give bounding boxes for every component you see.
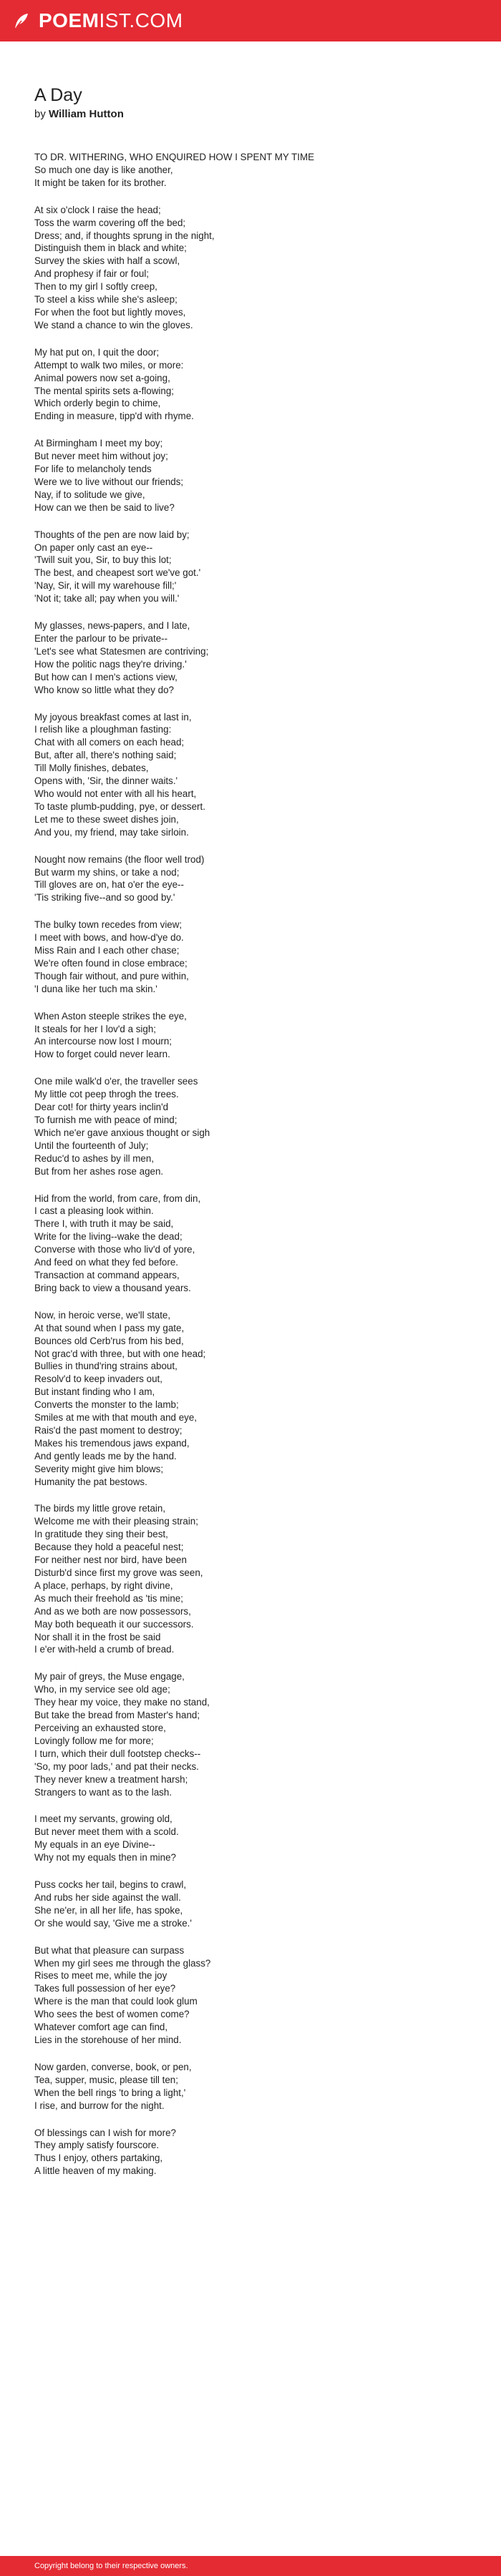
poem-line: Opens with, 'Sir, the dinner waits.' — [34, 775, 178, 787]
poem-line: How can we then be said to live? — [34, 501, 175, 513]
poem-line: They amply satisfy fourscore. — [34, 2140, 160, 2151]
poem-line: I cast a pleasing look within. — [34, 1205, 154, 1217]
poem-line: So much one day is like another, — [34, 164, 173, 175]
poem-line: 'Tis striking five--and so good by.' — [34, 892, 175, 903]
poem-line: A place, perhaps, by right divine, — [34, 1580, 173, 1591]
poem-line: My equals in an eye Divine-- — [34, 1839, 155, 1851]
stanza — [34, 1309, 478, 1489]
poem-line: A little heaven of my making. — [34, 2165, 157, 2177]
logo-text-bold: POEM — [39, 9, 99, 31]
poem-line: Till Molly finishes, debates, — [34, 763, 149, 774]
quill-pen-icon — [13, 12, 30, 29]
poem-line: But how can I men's actions view, — [34, 671, 177, 682]
poem-line: Where is the man that could look glum — [34, 1996, 198, 2007]
poem-line: For life to melancholy tends — [34, 464, 152, 475]
poem-line: One mile walk'd o'er, the traveller sees — [34, 1076, 198, 1087]
poem-line: Attempt to walk two miles, or more: — [34, 359, 184, 371]
poem-line: Dress; and, if thoughts sprung in the night, — [34, 230, 215, 241]
poem-line: My hat put on, I quit the door; — [34, 346, 160, 358]
poem-line: Welcome me with their pleasing strain; — [34, 1516, 198, 1527]
poem-line: Of blessings can I wish for more? — [34, 2127, 176, 2138]
poem-line: They hear my voice, they make no stand, — [34, 1697, 210, 1708]
poem-line: I rise, and burrow for the night. — [34, 2100, 165, 2111]
poem-line: And rubs her side against the wall. — [34, 1891, 181, 1903]
poem-line: 'Let's see what Statesmen are contriving; — [34, 645, 209, 657]
poem-line: Whatever comfort age can find, — [34, 2022, 168, 2033]
stanza — [34, 853, 478, 905]
stanza — [34, 1010, 478, 1062]
stanza — [34, 1502, 478, 1656]
stanza — [34, 1879, 478, 1930]
poem-line: She ne'er, in all her life, has spoke, — [34, 1904, 183, 1916]
stanza — [34, 1944, 478, 2047]
poem-line: Rais'd the past moment to destroy; — [34, 1424, 183, 1436]
poem-line: It might be taken for its brother. — [34, 177, 167, 188]
poem-content — [34, 84, 478, 2192]
poem-title: A Day — [34, 85, 82, 105]
stanza — [34, 1075, 478, 1177]
poem-line: Disturb'd since first my grove was seen, — [34, 1567, 203, 1578]
poem-line: Let me to these sweet dishes join, — [34, 813, 179, 825]
poem-line: When my girl sees me through the glass? — [34, 1957, 211, 1969]
poem-line: But never meet them with a scold. — [34, 1826, 179, 1838]
poem-line: It steals for her I lov'd a sigh; — [34, 1023, 157, 1034]
poem-line: My glasses, news-papers, and I late, — [34, 620, 190, 632]
poem-line: Lies in the storehouse of her mind. — [34, 2034, 182, 2045]
copyright-text: Copyright belong to their respective owners. — [34, 2562, 188, 2570]
poem-line: But what that pleasure can surpass — [34, 1944, 185, 1956]
poem-line: But never meet him without joy; — [34, 451, 168, 462]
poem-line: My pair of greys, the Muse engage, — [34, 1671, 185, 1683]
poem-line: Who sees the best of women come? — [34, 2009, 190, 2020]
stanza — [34, 2127, 478, 2178]
byline — [34, 107, 478, 122]
poem-line: May both bequeath it our successors. — [34, 1618, 194, 1630]
poem-line: The best, and cheapest sort we've got.' — [34, 567, 201, 579]
poem-line: Nay, if to solitude we give, — [34, 489, 145, 500]
poem-line: Dear cot! for thirty years inclin'd — [34, 1102, 169, 1113]
poem-line: Rises to meet me, while the joy — [34, 1970, 167, 1982]
poem-line: We're often found in close embrace; — [34, 957, 188, 969]
poem-line: In gratitude they sing their best, — [34, 1529, 168, 1540]
byline-prefix: by — [34, 108, 46, 120]
poem-line: Were we to live without our friends; — [34, 476, 184, 487]
poem-line: Because they hold a peaceful nest; — [34, 1542, 184, 1553]
poem-line: Toss the warm covering off the bed; — [34, 217, 186, 228]
poem-line: Then to my girl I softly creep, — [34, 281, 157, 293]
poem-line: Now, in heroic verse, we'll state, — [34, 1309, 171, 1321]
stanza — [34, 529, 478, 605]
poem-line: At six o'clock I raise the head; — [34, 204, 161, 215]
poem-line: To taste plumb-pudding, pye, or dessert. — [34, 800, 205, 812]
poem-line: On paper only cast an eye-- — [34, 542, 153, 553]
poem-line: To furnish me with peace of mind; — [34, 1115, 177, 1125]
stanza — [34, 204, 478, 332]
poem-line: Thus I enjoy, others partaking, — [34, 2153, 163, 2164]
poem-line: Survey the skies with half a scowl, — [34, 255, 180, 267]
poem-line: When Aston steeple strikes the eye, — [34, 1010, 187, 1022]
poem-line: And gently leads me by the hand. — [34, 1450, 177, 1461]
poem-line: But take the bread from Master's hand; — [34, 1710, 200, 1721]
poem-line: Bullies in thund'ring strains about, — [34, 1361, 177, 1372]
site-logo[interactable] — [13, 9, 183, 32]
poem-line: TO DR. WITHERING, WHO ENQUIRED HOW I SPENT MY TIME — [34, 152, 315, 162]
poem-line: I meet with bows, and how-d'ye do. — [34, 932, 184, 944]
stanza — [34, 919, 478, 995]
poem-line: And prophesy if fair or foul; — [34, 268, 150, 280]
poem-line: I e'er with-held a crumb of bread. — [34, 1644, 175, 1655]
poem-line: Lovingly follow me for more; — [34, 1735, 154, 1746]
poem-line: Who, in my service see old age; — [34, 1684, 170, 1695]
poem-line: Bounces old Cerb'rus from his bed, — [34, 1335, 184, 1346]
stanza — [34, 437, 478, 514]
stanza — [34, 1670, 478, 1798]
poem-line: Hid from the world, from care, from din, — [34, 1192, 201, 1204]
poem-line: My joyous breakfast comes at last in, — [34, 711, 192, 723]
poem-line: 'Not it; take all; pay when you will.' — [34, 593, 180, 604]
poem-line: When the bell rings 'to bring a light,' — [34, 2087, 186, 2098]
poem-line: My little cot peep throgh the trees. — [34, 1089, 179, 1100]
poem-line: 'Nay, Sir, it will my warehouse fill;' — [34, 580, 177, 592]
poem-line: But, after all, there's nothing said; — [34, 750, 177, 761]
poem-line: Enter the parlour to be private-- — [34, 633, 168, 644]
poem-line: We stand a chance to win the gloves. — [34, 319, 193, 330]
stanza — [34, 1813, 478, 1864]
poem-line: And feed on what they fed before. — [34, 1257, 179, 1268]
poem-line: For when the foot but lightly moves, — [34, 306, 186, 318]
poem-line: I relish like a ploughman fasting: — [34, 724, 172, 735]
poem-line: But instant finding who I am, — [34, 1386, 155, 1398]
poem-line: There I, with truth it may be said, — [34, 1218, 174, 1230]
poem-line: 'So, my poor lads,' and pat their necks. — [34, 1760, 199, 1772]
poem-body — [34, 151, 478, 2178]
stanza — [34, 151, 478, 190]
poem-line: Though fair without, and pure within, — [34, 970, 189, 981]
poem-line: Makes his tremendous jaws expand, — [34, 1437, 190, 1449]
poem-line: Not grac'd with three, but with one head; — [34, 1348, 206, 1359]
poem-line: Till gloves are on, hat o'er the eye-- — [34, 879, 184, 891]
poem-line: I turn, which their dull footstep checks-- — [34, 1748, 201, 1759]
stanza — [34, 1192, 478, 1295]
poem-line: They never knew a treatment harsh; — [34, 1773, 188, 1785]
stanza — [34, 2061, 478, 2112]
poem-line: Smiles at me with that mouth and eye, — [34, 1412, 198, 1424]
poem-line: Or she would say, 'Give me a stroke.' — [34, 1917, 192, 1929]
poem-line: 'Twill suit you, Sir, to buy this lot; — [34, 554, 172, 566]
stanza — [34, 711, 478, 839]
poem-line: Bring back to view a thousand years. — [34, 1282, 191, 1293]
poem-line: Reduc'd to ashes by ill men, — [34, 1152, 155, 1164]
poem-line: Miss Rain and I each other chase; — [34, 945, 180, 956]
poem-line: But warm my shins, or take a nod; — [34, 866, 180, 878]
poem-line: As much their freehold as 'tis mine; — [34, 1592, 183, 1604]
poem-line: Animal powers now set a-going, — [34, 372, 170, 383]
poem-line: Which orderly begin to chime, — [34, 398, 161, 409]
logo-text-light: IST.COM — [99, 9, 183, 31]
poem-line: Chat with all comers on each head; — [34, 737, 185, 748]
poem-line: Thoughts of the pen are now laid by; — [34, 529, 190, 540]
poem-line: Write for the living--wake the dead; — [34, 1231, 183, 1243]
poem-line: Converts the monster to the lamb; — [34, 1399, 179, 1411]
poem-line: Transaction at command appears, — [34, 1269, 180, 1280]
author-name[interactable]: William Hutton — [49, 108, 124, 120]
poem-line: For neither nest nor bird, have been — [34, 1554, 187, 1566]
poem-line: At Birmingham I meet my boy; — [34, 438, 163, 449]
poem-line: An intercourse now lost I mourn; — [34, 1036, 172, 1047]
poem-line: Severity might give him blows; — [34, 1463, 164, 1474]
poem-line: The mental spirits sets a-flowing; — [34, 385, 174, 396]
poem-line: Puss cocks her tail, begins to crawl, — [34, 1879, 187, 1891]
stanza — [34, 619, 478, 696]
poem-line: Distinguish them in black and white; — [34, 243, 187, 254]
poem-line: How the politic nags they're driving.' — [34, 658, 187, 670]
poem-line: The bulky town recedes from view; — [34, 919, 183, 931]
poem-line: How to forget could never learn. — [34, 1049, 170, 1060]
poem-line: The birds my little grove retain, — [34, 1503, 166, 1514]
poem-line: Who know so little what they do? — [34, 684, 175, 695]
poem-line: Nought now remains (the floor well trod) — [34, 853, 205, 865]
poem-line: Takes full possession of her eye? — [34, 1983, 176, 1994]
poem-line: Who would not enter with all his heart, — [34, 788, 197, 799]
poem-line: Resolv'd to keep invaders out, — [34, 1373, 162, 1385]
poem-line: At that sound when I pass my gate, — [34, 1322, 185, 1333]
poem-line: Perceiving an exhausted store, — [34, 1722, 166, 1733]
poem-line: Humanity the pat bestows. — [34, 1476, 147, 1487]
poem-line: Nor shall it in the frost be said — [34, 1631, 161, 1642]
poem-line: But from her ashes rose agen. — [34, 1165, 164, 1177]
footer — [0, 2556, 501, 2576]
poem-line: Converse with those who liv'd of yore, — [34, 1244, 195, 1255]
poem-line: Ending in measure, tipp'd with rhyme. — [34, 411, 194, 422]
poem-line: Until the fourteenth of July; — [34, 1140, 149, 1151]
poem-line: I meet my servants, growing old, — [34, 1813, 172, 1825]
poem-line: Strangers to want as to the lash. — [34, 1786, 172, 1798]
top-bar — [0, 0, 501, 41]
poem-line: Which ne'er gave anxious thought or sigh — [34, 1127, 210, 1138]
poem-line: Tea, supper, music, please till ten; — [34, 2074, 178, 2085]
poem-line: And as we both are now possessors, — [34, 1605, 191, 1617]
poem-line: Why not my equals then in mine? — [34, 1852, 176, 1864]
poem-line: To steel a kiss while she's asleep; — [34, 294, 177, 305]
poem-line: Now garden, converse, book, or pen, — [34, 2061, 192, 2072]
stanza — [34, 346, 478, 423]
poem-line: And you, my friend, may take sirloin. — [34, 826, 189, 838]
poem-line: 'I duna like her tuch ma skin.' — [34, 983, 157, 994]
